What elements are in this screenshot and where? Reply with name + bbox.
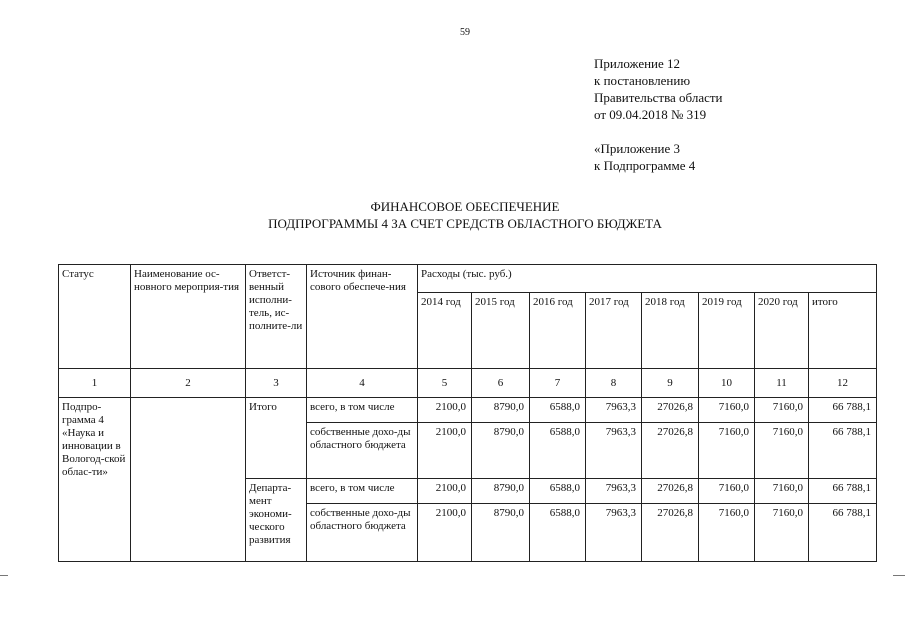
- column-number: 8: [586, 369, 642, 398]
- total-cell: 66 788,1: [809, 398, 877, 423]
- value-cell: 6588,0: [530, 504, 586, 562]
- header-year: 2016 год: [530, 293, 586, 369]
- value-cell: 8790,0: [472, 423, 530, 479]
- value-cell: 27026,8: [642, 423, 699, 479]
- header-event-name: Наименование ос-новного мероприя-тия: [131, 265, 246, 369]
- value-cell: 2100,0: [418, 504, 472, 562]
- table-row: [59, 398, 877, 423]
- total-cell: 66 788,1: [809, 504, 877, 562]
- source-cell: всего, в том числе: [307, 398, 418, 423]
- financing-table: [58, 264, 877, 562]
- header-source: Источник финан-сового обеспече-ния: [307, 265, 418, 369]
- column-number: 2: [131, 369, 246, 398]
- column-number: 7: [530, 369, 586, 398]
- value-cell: 7160,0: [755, 423, 809, 479]
- total-cell: 66 788,1: [809, 479, 877, 504]
- value-cell: 6588,0: [530, 398, 586, 423]
- value-cell: 7160,0: [755, 504, 809, 562]
- column-number: 5: [418, 369, 472, 398]
- value-cell: 27026,8: [642, 398, 699, 423]
- column-number: 10: [699, 369, 755, 398]
- appendix-line: к постановлению: [594, 73, 691, 88]
- value-cell: 7963,3: [586, 504, 642, 562]
- source-cell: собственные дохо-ды областного бюджета: [307, 504, 418, 562]
- appendix-line: от 09.04.2018 № 319: [594, 107, 707, 122]
- header-status: Статус: [59, 265, 131, 369]
- header-year: 2015 год: [472, 293, 530, 369]
- column-number-row: [59, 369, 877, 398]
- value-cell: 7160,0: [755, 479, 809, 504]
- column-number: 4: [307, 369, 418, 398]
- column-number: 1: [59, 369, 131, 398]
- header-expenses: Расходы (тыс. руб.): [418, 265, 877, 293]
- value-cell: 7963,3: [586, 479, 642, 504]
- document-title: ФИНАНСОВОЕ ОБЕСПЕЧЕНИЕ: [370, 199, 560, 214]
- column-number: 12: [809, 369, 877, 398]
- source-cell: собственные дохо-ды областного бюджета: [307, 423, 418, 479]
- column-number: 3: [246, 369, 307, 398]
- value-cell: 2100,0: [418, 479, 472, 504]
- value-cell: 6588,0: [530, 423, 586, 479]
- executor-cell: Департа-мент экономи-ческого развития: [246, 479, 307, 562]
- status-cell: Подпро-грамма 4 «Наука и инновации в Вологод-ской облас-ти»: [59, 398, 131, 562]
- header-total: итого: [809, 293, 877, 369]
- column-number: 9: [642, 369, 699, 398]
- appendix-line: Приложение 12: [594, 56, 681, 71]
- executor-cell: Итого: [246, 398, 307, 479]
- value-cell: 8790,0: [472, 479, 530, 504]
- value-cell: 2100,0: [418, 423, 472, 479]
- appendix-line: Правительства области: [594, 90, 723, 105]
- header-year: 2019 год: [699, 293, 755, 369]
- total-cell: 66 788,1: [809, 423, 877, 479]
- appendix-line: «Приложение 3: [594, 141, 681, 156]
- source-cell: всего, в том числе: [307, 479, 418, 504]
- header-year: 2014 год: [418, 293, 472, 369]
- page-number: 59: [460, 27, 470, 38]
- column-number: 11: [755, 369, 809, 398]
- appendix-header: [594, 55, 723, 174]
- event-name-cell: [131, 398, 246, 562]
- header-year: 2017 год: [586, 293, 642, 369]
- appendix-line: к Подпрограмме 4: [594, 158, 696, 173]
- value-cell: 6588,0: [530, 479, 586, 504]
- header-year: 2018 год: [642, 293, 699, 369]
- margin-mark-right: [893, 575, 905, 576]
- value-cell: 7160,0: [699, 423, 755, 479]
- margin-mark-left: [0, 575, 8, 576]
- value-cell: 7160,0: [755, 398, 809, 423]
- value-cell: 7160,0: [699, 504, 755, 562]
- value-cell: 27026,8: [642, 504, 699, 562]
- column-number: 6: [472, 369, 530, 398]
- value-cell: 8790,0: [472, 398, 530, 423]
- value-cell: 7160,0: [699, 398, 755, 423]
- value-cell: 7963,3: [586, 398, 642, 423]
- value-cell: 8790,0: [472, 504, 530, 562]
- value-cell: 7160,0: [699, 479, 755, 504]
- document-subtitle: ПОДПРОГРАММЫ 4 ЗА СЧЕТ СРЕДСТВ ОБЛАСТНОГО БЮДЖЕТА: [268, 216, 662, 231]
- value-cell: 27026,8: [642, 479, 699, 504]
- value-cell: 2100,0: [418, 398, 472, 423]
- header-year: 2020 год: [755, 293, 809, 369]
- header-executor: Ответст-венный исполни-тель, ис-полните-ли: [246, 265, 307, 369]
- value-cell: 7963,3: [586, 423, 642, 479]
